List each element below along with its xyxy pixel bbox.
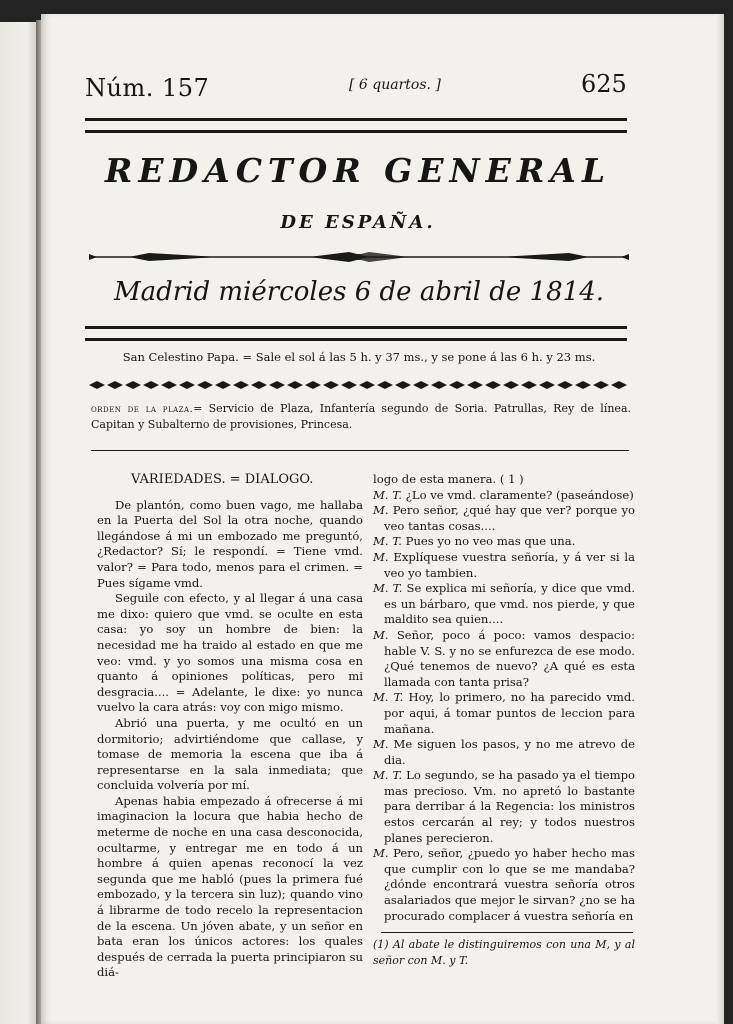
right-column [373,472,635,924]
speech-text: Se explica mi señoría, y dice que vmd. es un bárbaro, que vmd. nos pierde, y que maldito sea quien.... [384,581,636,627]
price-label: [ 6 quartos. ] [349,77,441,93]
speaker: M. [373,737,389,752]
speaker: M. [373,846,389,861]
speaker: M. T. [373,690,404,705]
speech-text: Pues yo no veo mas que una. [405,534,576,549]
footnote: (1) Al abate le distinguiremos con una M, y al señor con M. y T. [373,938,635,967]
speech-text: Hoy, lo primero, no ha parecido vmd. por aqui, á tomar puntos de leccion para mañana. [384,690,635,736]
dialogue-intro: logo de esta manera. ( 1 ) [373,472,524,486]
article-heading: VARIEDADES. = DIALOGO. [131,472,314,487]
paragraph: De plantón, como buen vago, me hallaba en la Puerta del Sol la otra noche, quando llegándose á mi un embozado me preguntó, ¿Redactor? Sí; le respondí. = Tiene vmd. valor? = Para todo, menos para el crimen. = Pues sígame vmd. [97,497,363,590]
speech-text: Me siguen los pasos, y no me atrevo de dia. [384,737,636,767]
paragraph: Seguile con efecto, y al llegar á una casa me dixo: quiero que vmd. se oculte en esta casa: yo soy un hombre de bien: la necesidad me ha traido al estado en que me veo: vmd. y yo somos una misma cosa en quanto á opiniones políticas, pero mi desgracia.... = Adelante, le dixe: yo nunca vuelvo la cara atrás: voy con migo mismo. [97,591,363,715]
dialogue-line [373,503,635,534]
orden-de-la-plaza [91,401,631,432]
dialogue-line [373,690,635,737]
saint-and-sun-line: San Celestino Papa. = Sale el sol á las 5 h. y 37 ms., y se pone á las 6 h. y 23 ms. [122,350,596,364]
facing-page-edge [0,22,38,1024]
diamond-chain-rule [89,378,629,392]
dialogue-line [373,737,635,768]
orden-text: = Servicio de Plaza, Infantería segundo de Soria. Patrullas, Rey de línea. Capitan y Subalterno de provisiones, Princesa. [91,402,631,431]
date-line: Madrid miércoles 6 de abril de 1814. [113,277,605,307]
speech-text: Explíquese vuestra señoría, y á ver si la veo yo tambien. [384,549,636,580]
speech-text: Pero, señor, ¿puedo yo haber hecho mas que cumplir con lo que se me mandaba? ¿dónde encontrará vuestra señoría otros asalariados que mejor le sirvan? ¿no se ha procurado complacer á vuestra señoría en [384,846,635,923]
date-double-rule [85,326,627,341]
speaker: M. [373,503,389,518]
newspaper-page [41,14,724,1024]
dialogue-line [373,488,635,504]
top-double-rule [85,118,627,133]
speaker: M. T. [373,581,403,596]
page-number: 625 [581,70,627,98]
paragraph: Apenas habia empezado á ofrecerse á mi imaginacion la locura que habia hecho de meterme de noche en una casa desconocida, ocultarme, y entregar me en todo á un hombre á quien apenas reconocí la vez segunda que me habló (pues la primera fué embozado, y la tercera sin luz); quando vino á librarme de todo recelo la representacion de la escena. Un jóven abate, y un señor en bata eran los únicos actores: los quales después de cerrada la puerta principiaron su diá- [97,793,363,980]
speech-text: Pero señor, ¿qué hay que ver? porque yo veo tantas cosas.... [384,503,635,533]
issue-number: Núm. 157 [85,74,210,102]
speech-text: Señor, poco á poco: vamos despacio: hable V. S. y no se enfurezca de ese modo. ¿Qué tenemos de nuevo? ¿A qué es esta llamada con tanta prisa? [384,627,635,689]
speaker: M. T. [373,768,403,783]
page-edge-shadow [716,14,724,1024]
left-column [97,472,363,981]
speaker: M. T. [373,487,402,502]
footnote-rule [381,932,633,933]
dialogue-line [373,534,635,550]
dialogue-line [373,846,635,924]
orden-label: orden de la plaza. [91,404,194,415]
masthead-title: REDACTOR GENERAL [104,151,612,190]
dialogue-line [373,628,635,690]
dialogue-line [373,550,635,581]
speech-text: Lo segundo, se ha pasado ya el tiempo mas precioso. Vm. no apretó lo bastante para derribar á la Regencia: los ministros estos cercarán al rey; y todos nuestros planes perecieron. [384,768,636,845]
dialogue-line [373,768,635,846]
dialogue-line [373,581,635,628]
section-rule [91,450,629,451]
paragraph: Abrió una puerta, y me ocultó en un dormitorio; advirtiéndome que callase, y tomase de memoria la escena que iba á representarse en la sala inmediata; que concluida volvería por mí. [97,715,363,793]
speaker: M. T. [373,534,402,549]
ornamental-rule [89,250,629,264]
speaker: M. [373,627,389,642]
masthead-subtitle: DE ESPAÑA. [280,212,436,233]
speech-text: ¿Lo ve vmd. claramente? (paseándose) [405,487,634,502]
speaker: M. [373,549,389,564]
